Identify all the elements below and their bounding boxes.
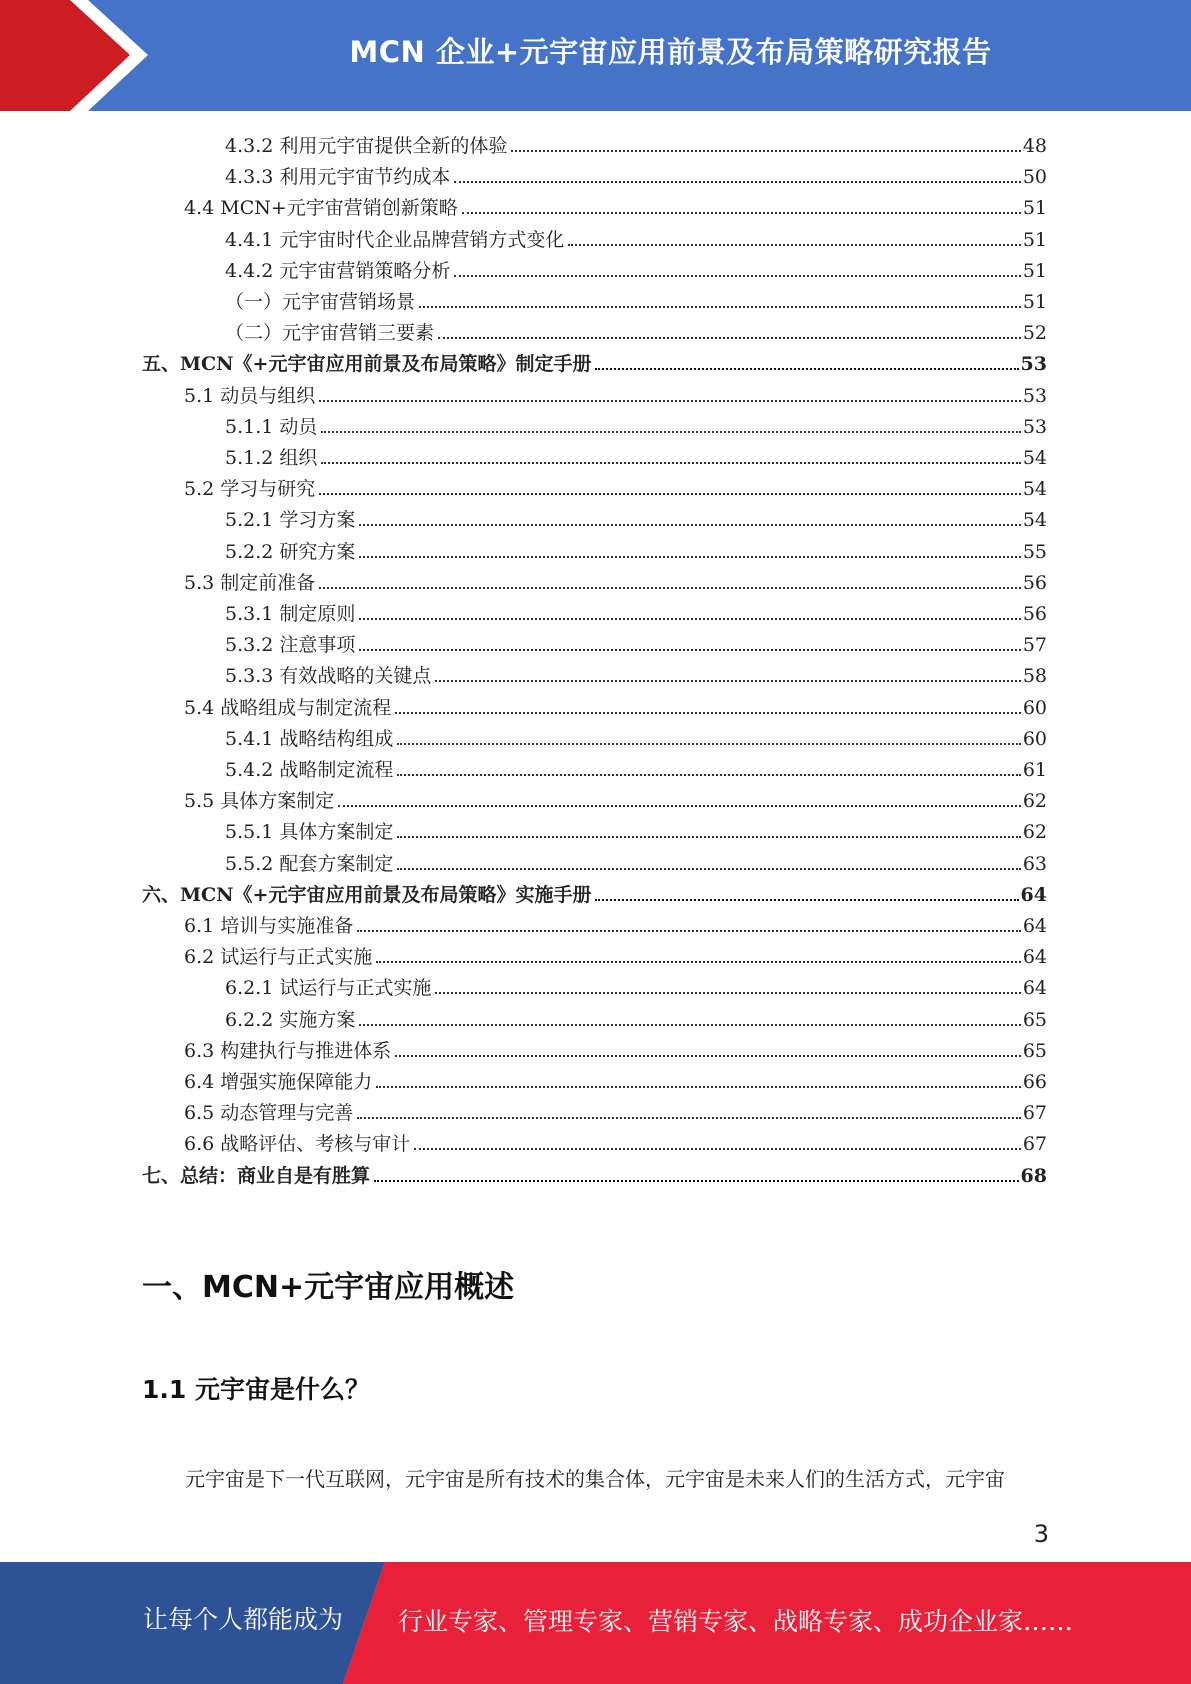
toc-entry[interactable] [184, 906, 1047, 937]
toc-entry-page: 58 [1022, 665, 1047, 688]
toc-entry-label: 6.2.1 试运行与正式实施 [225, 977, 432, 1000]
toc-entry-page: 54 [1022, 509, 1047, 532]
footer-slogan-right: 行业专家、管理专家、营销专家、战略专家、成功企业家…… [398, 1607, 1074, 1636]
toc-leader-dots [321, 431, 1020, 433]
toc-entry-page: 53 [1022, 415, 1047, 438]
toc-leader-dots [395, 1055, 1021, 1057]
toc-entry-page: 50 [1022, 166, 1047, 189]
toc-entry-label: 六、MCN《+元宇宙应用前景及布局策略》实施手册 [142, 883, 592, 906]
toc-entry-page: 54 [1022, 447, 1047, 469]
toc-entry[interactable] [225, 750, 1047, 781]
toc-entry-label: 6.5 动态管理与完善 [184, 1102, 354, 1125]
toc-leader-dots [454, 181, 1020, 183]
toc-entry-page: 51 [1022, 259, 1047, 282]
toc-leader-dots [511, 150, 1020, 152]
toc-entry[interactable] [225, 625, 1047, 656]
toc-entry-label: 5.2.1 学习方案 [225, 509, 356, 532]
toc-leader-dots [419, 306, 1021, 308]
toc-entry[interactable] [225, 282, 1047, 313]
toc-entry-page: 64 [1022, 915, 1047, 937]
toc-entry[interactable] [225, 251, 1047, 282]
section-heading: 一、MCN+元宇宙应用概述 [142, 1270, 515, 1305]
toc-entry-label: 5.5.1 具体方案制定 [225, 821, 394, 844]
toc-entry-label: 4.4 MCN+元宇宙营销创新策略 [184, 197, 458, 220]
toc-entry-page: 54 [1022, 478, 1047, 501]
toc-entry-label: （二）元宇宙营销三要素 [225, 322, 435, 345]
toc-entry-page: 56 [1022, 571, 1047, 594]
toc-entry-label: 5.5.2 配套方案制定 [225, 852, 394, 875]
toc-entry-label: 五、MCN《+元宇宙应用前景及布局策略》制定手册 [142, 353, 592, 376]
toc-entry-page: 62 [1022, 821, 1047, 844]
toc-leader-dots [374, 1180, 1019, 1182]
toc-leader-dots [454, 275, 1020, 277]
toc-entry[interactable] [142, 1156, 1047, 1187]
toc-leader-dots [321, 462, 1020, 464]
toc-entry-page: 65 [1022, 1039, 1047, 1062]
toc-entry[interactable] [184, 563, 1047, 594]
toc-entry-label: 4.4.1 元宇宙时代企业品牌营销方式变化 [225, 228, 565, 251]
toc-entry[interactable] [225, 126, 1047, 157]
toc-leader-dots [462, 212, 1021, 214]
toc-entry[interactable] [184, 1124, 1047, 1155]
toc-entry-label: 5.4 战略组成与制定流程 [184, 696, 392, 719]
toc-entry[interactable] [225, 594, 1047, 625]
toc-leader-dots [357, 930, 1021, 932]
page-header [0, 0, 1191, 111]
toc-entry[interactable] [225, 719, 1047, 750]
toc-leader-dots [435, 992, 1020, 994]
toc-entry[interactable] [225, 1000, 1047, 1031]
toc-entry-label: 5.4.1 战略结构组成 [225, 727, 394, 750]
page-number: 3 [1033, 1520, 1049, 1548]
toc-entry[interactable] [184, 781, 1047, 812]
toc-entry[interactable] [142, 875, 1047, 906]
toc-leader-dots [595, 368, 1018, 370]
toc-entry[interactable] [184, 1062, 1047, 1093]
toc-entry-page: 67 [1022, 1102, 1047, 1125]
toc-leader-dots [359, 649, 1020, 651]
toc-leader-dots [359, 618, 1020, 620]
toc-entry-label: 5.3.3 有效战略的关键点 [225, 665, 432, 688]
toc-entry-label: 6.2.2 实施方案 [225, 1008, 356, 1031]
toc-entry-page: 51 [1022, 197, 1047, 220]
toc-entry-label: 6.1 培训与实施准备 [184, 915, 354, 937]
toc-entry-page: 63 [1022, 852, 1047, 875]
toc-entry[interactable] [225, 500, 1047, 531]
toc-entry[interactable] [184, 937, 1047, 968]
toc-entry[interactable] [225, 812, 1047, 843]
toc-leader-dots [338, 805, 1021, 807]
toc-entry-page: 64 [1020, 883, 1047, 906]
toc-entry[interactable] [225, 157, 1047, 188]
toc-entry-label: （一）元宇宙营销场景 [225, 291, 416, 313]
toc-leader-dots [397, 774, 1020, 776]
toc-leader-dots [438, 337, 1021, 339]
toc-leader-dots [376, 1086, 1021, 1088]
toc-leader-dots [359, 524, 1020, 526]
toc-entry-label: 5.3.2 注意事项 [225, 634, 356, 657]
toc-entry-page: 66 [1022, 1071, 1047, 1093]
toc-entry[interactable] [225, 407, 1047, 438]
toc-entry-page: 64 [1022, 977, 1047, 1000]
toc-entry[interactable] [225, 968, 1047, 999]
toc-entry[interactable] [184, 688, 1047, 719]
toc-entry-label: 5.2.2 研究方案 [225, 540, 356, 563]
toc-entry[interactable] [184, 1031, 1047, 1062]
toc-entry-label: 6.6 战略评估、考核与审计 [184, 1133, 411, 1156]
toc-entry-page: 51 [1022, 291, 1047, 313]
toc-leader-dots [359, 556, 1020, 558]
toc-entry-page: 48 [1022, 135, 1047, 157]
toc-entry[interactable] [225, 844, 1047, 875]
toc-entry-label: 4.3.2 利用元宇宙提供全新的体验 [225, 135, 508, 157]
toc-entry[interactable] [184, 1093, 1047, 1124]
toc-entry-page: 53 [1022, 384, 1047, 407]
toc-leader-dots [397, 836, 1020, 838]
toc-entry-label: 5.3.1 制定原则 [225, 603, 356, 625]
toc-entry-label: 七、总结：商业自是有胜算 [142, 1164, 371, 1187]
toc-entry-label: 5.4.2 战略制定流程 [225, 759, 394, 781]
toc-leader-dots [435, 680, 1020, 682]
toc-entry-page: 67 [1022, 1133, 1047, 1156]
toc-entry[interactable] [184, 376, 1047, 407]
toc-leader-dots [357, 1117, 1021, 1119]
toc-entry[interactable] [225, 656, 1047, 687]
subsection-heading: 1.1 元宇宙是什么？ [142, 1375, 370, 1404]
toc-entry[interactable] [225, 438, 1047, 469]
toc-entry-page: 52 [1022, 322, 1047, 345]
footer-slogan-left: 让每个人都能成为 [143, 1605, 344, 1634]
toc-entry[interactable] [142, 344, 1047, 375]
toc-entry-page: 60 [1022, 727, 1047, 750]
toc-entry-page: 57 [1022, 634, 1047, 657]
toc-entry-label: 5.3 制定前准备 [184, 571, 316, 594]
toc-leader-dots [414, 1148, 1021, 1150]
toc-entry-label: 4.3.3 利用元宇宙节约成本 [225, 166, 451, 189]
toc-entry-page: 53 [1020, 353, 1047, 376]
toc-leader-dots [319, 493, 1021, 495]
page-footer [0, 1562, 1191, 1684]
toc-entry-page: 56 [1022, 603, 1047, 625]
toc-leader-dots [595, 899, 1018, 901]
toc-entry[interactable] [184, 188, 1047, 219]
toc-leader-dots [397, 868, 1020, 870]
toc-entry-label: 6.2 试运行与正式实施 [184, 946, 373, 969]
toc-entry-page: 55 [1022, 540, 1047, 563]
toc-entry-page: 68 [1020, 1164, 1047, 1187]
toc-entry[interactable] [184, 469, 1047, 500]
toc-entry-label: 5.1 动员与组织 [184, 384, 316, 407]
header-title: MCN 企业+元宇宙应用前景及布局策略研究报告 [349, 34, 992, 69]
toc-entry-label: 6.3 构建执行与推进体系 [184, 1039, 392, 1062]
toc-entry-label: 6.4 增强实施保障能力 [184, 1071, 373, 1093]
toc-entry-page: 64 [1022, 946, 1047, 969]
toc-entry-label: 5.1.2 组织 [225, 447, 318, 469]
toc-leader-dots [568, 244, 1020, 246]
body-paragraph: 元宇宙是下一代互联网，元宇宙是所有技术的集合体，元宇宙是未来人们的生活方式，元宇宙 [185, 1467, 1005, 1491]
toc-entry-page: 60 [1022, 696, 1047, 719]
toc-leader-dots [397, 743, 1020, 745]
toc-entry-label: 4.4.2 元宇宙营销策略分析 [225, 259, 451, 282]
toc-leader-dots [319, 400, 1021, 402]
toc-entry-page: 51 [1022, 228, 1047, 251]
toc-leader-dots [359, 1024, 1020, 1026]
toc-entry-page: 62 [1022, 790, 1047, 813]
toc-entry-label: 5.2 学习与研究 [184, 478, 316, 501]
toc-entry[interactable] [225, 313, 1047, 344]
toc-entry[interactable] [225, 532, 1047, 563]
toc-entry-label: 5.1.1 动员 [225, 415, 318, 438]
toc-leader-dots [376, 961, 1021, 963]
toc-entry[interactable] [225, 220, 1047, 251]
toc-entry-page: 65 [1022, 1008, 1047, 1031]
toc-leader-dots [395, 712, 1021, 714]
toc-leader-dots [319, 587, 1021, 589]
toc-entry-page: 61 [1022, 759, 1047, 781]
toc-entry-label: 5.5 具体方案制定 [184, 790, 335, 813]
